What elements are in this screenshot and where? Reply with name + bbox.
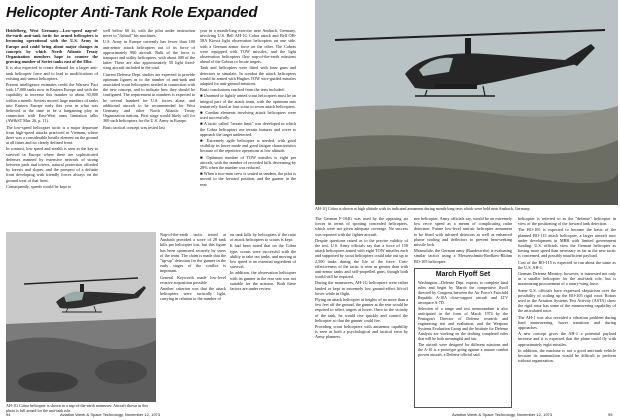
paragraph: Some U.S. officials have expressed skepticism over the possibility of scaling up the BO-105 rigid rotor. Rotors used in the Aviation Systems Test Activity (ASTA) show the rigid rotor has some of the maneuvering capability of the articulated rotor. [518, 287, 616, 314]
helicopter-photo-low-level [6, 232, 156, 402]
paragraph: ■ Combat elements involving attack helicopters were used successfully. [200, 110, 296, 121]
paragraph: A new concept gives the AH-1 a potential payload increase and it is expected that the plane could fly with approximately eight missiles. [518, 331, 616, 347]
paragraph: U.S. Army in Europe currently has fewer than 100 anti-armor attack helicopters out of its force of approximately 900 aircraft. Bulk of the force is transport and utility helicopters, with about 400 of the latter. There are also approximately 50 light fixed-wing aircraft included in the total. [103, 39, 195, 71]
right-column-2 [414, 216, 512, 266]
paragraph: Selection of a range and test memorandum is also anticipated in the form of March 1974 by the Pentagon's Director of Defense research and engineering test and evaluation, and the Weapons Systems Evaluation Group and the Institute for Defense Analysis are working on the drafting completed rules that will be both meaningful and fair. [418, 306, 508, 341]
paragraph: ■ When a two-man crew is seated in tandem, the pilot is moved to the forward position, and the gunner in the rear. [200, 171, 296, 187]
paragraph: Basic conclusions reached from the tests included: [200, 87, 285, 93]
paragraph: Despite questions raised as to the precise validity of the test, U.S. Army officials say that a force of 150 attack helicopters armed with eight TOW missiles each and supported by scout helicopters could take out up to 2,500 tanks during the life of the force. Cost-effectiveness of the tactic is seen as greater than with anti-armor tanks and self-propelled guns, though both would still be required. [315, 237, 408, 280]
page-gutter [303, 0, 312, 420]
paragraph: Nap-of-the-earth tactic tested at Ansbach provided a score of 28 tank kills per helicopter lost, but this figure has been sponsored securely by users of the team. The claim is made that the "tip-up" detection for the gunner in the early stages of the conflict is important. [160, 232, 226, 274]
right-column-1 [315, 216, 408, 408]
left-column-2 [103, 28, 195, 228]
lead-paragraph: Heidelberg, West Germany—Low-speed nap-of-the-earth anti-tank tactic for armed helicopters is becoming operational with the U.S. Army in Europe and could bring about major changes in concepts by which North Atlantic Treaty Organization members hope to counter the growing number of Soviet tanks east of the Elbe. [6, 28, 98, 65]
paragraph: year in a month-long exercise near Ansbach, Germany, involving U.S. Bell AH-1G Cobra attack and Bell OH-58A Kiowa light observation helicopters on one side, with a German armor force on the other. The Cobras were equipped with TOW missiles, and the light observation helicopters flew nap-of-the-earth missions ahead of the Cobras to locate targets. [200, 28, 296, 65]
right-page [312, 0, 620, 420]
left-column-4 [160, 232, 226, 402]
sidebar-box [414, 268, 512, 408]
paragraph: Washington—Defense Dept. expects to complete final rules and begin by March the competitive flyoff directed by Congress between the Air Force's Fairchild Republic A-10A close-support aircraft and LTV aerospace A-7D. [418, 280, 508, 305]
paragraph: helicopter is referred to as the "defense" helicopter in view of the positioning of the forward tank detection. [518, 216, 616, 227]
paragraph: During the maneuvers, AH-1G helicopters were rather landed or kept in extremely low ground-effect lift-off hover while in flight. [315, 280, 408, 296]
paragraph: Current Defense Dept. studies are expected to provide optimum figures as to the number of anti-tank and associated scout helicopters needed in connection with the new concept, and to indicate how they should be configured. The requirement in numbers is expected to be several hundred for U.S. forces alone, and additional aircraft to be recommended for West Germany and other North Atlantic Treaty Organization nations. First stage would likely call for 300 such helicopters for the U.S. Army in Europe. [103, 71, 195, 124]
paragraph: The AH-1 was also revealed a vibration problem during hard maneuvering, hover transition and during approaches. [518, 314, 616, 331]
paragraph: ■ Optimum number of TOW missiles is eight per aircraft, with the number of recorded kills decreasing by 28% when the number was reduced. [200, 154, 296, 171]
paragraph: Flying an attack helicopter at heights of no more than a few feet off the ground, the gunner at the rear would be required to select targets at hover. Once in the vicinity of the tank, he would rise quickly and control the helicopter so that the gunner could fire. [315, 297, 408, 323]
paragraph: The German F-104G was used by the opposing air forces in terms of spotting concealed helicopters, which were not given adequate coverage. No success was reported with the fighter aircraft. [315, 216, 408, 237]
paragraph: Consequently, speeds would be kept to [6, 183, 72, 189]
publication-line: Aviation Week & Space Technology, November 12, 1973 [60, 412, 160, 417]
paragraph: on tank kills by helicopters if the ratio of attack helicopters to scouts is kept. [230, 232, 296, 243]
publication-line: Aviation Week & Space Technology, November 12, 1973 [452, 412, 552, 417]
left-page [0, 0, 303, 420]
left-column-1 [6, 28, 98, 228]
paragraph: Present intelligence estimates credit the Warsaw Pact with 17,000 tanks now in Eastern Europe and with the capability to increase this number to about 30,000 within a month. Soviets moved large numbers of tanks into Eastern Europe early this year in what was believed at the time to be a bargaining ploy in connection with East-West arms limitation talks (AW&ST Mar. 26, p. 11). [6, 82, 98, 124]
paragraph: In addition, the observation helicopter with its gunner in the rear seat was not suitable for the mission. Both these factors are under review. [230, 270, 296, 292]
photo-caption: AH-1Q Cobra is shown at high altitude with its indicated armament during month-long tests which were held near Ansbach, Germany. [315, 206, 531, 211]
sidebar-body [418, 280, 508, 357]
paragraph: It had been noted that on the Cobra type, scouts were successful with the ability to take out tanks, and moving at low speed is an essential ingredient of survival. [230, 243, 296, 270]
right-column-3 [518, 216, 616, 408]
photo-caption: AH-1G Cobra helicopter is shown in a nap-of-the-earth maneuver. Aircraft shown in this photo is full armed for the anti-tank role. [6, 403, 149, 413]
article-headline: Helicopter Anti-Tank Role Expanded [6, 4, 258, 21]
paragraph: The aircraft were designed for different missions and the A-10 is a prototype going against a mature combat proven aircraft, a Defense official said. [418, 342, 508, 357]
paragraph: nee helicopter, Army officials say, would be an extremely low recce speed as a means of complicating radar detection. Future low-level anti-air helicopter armament to be fitted with infrared detectors as well as enhanced plume cooling and deflectors to prevent heat-seeking missile lock. [414, 216, 512, 248]
paragraph: ■ A tactic called "terrain limit" was developed in which the Cobra helicopters use terrain features and cover to approach the target undetected. [200, 121, 296, 137]
paragraph: ■ Extremely agile helicopter is needed, with good visibility in lower mode and good fatigue characteristics because of the repetitive operations at low altitude. [200, 138, 296, 154]
paragraph: well below 60 kt, with the pilot under instruction never to "fishtail" his machines. [103, 28, 195, 39]
paragraph: It is also expected to create demand for a larger anti-tank helicopter force and to lead to modifications of existing anti-armor helicopters. [6, 65, 98, 81]
page-number: 95 [608, 412, 613, 417]
paragraph: The low-speed helicopter tactic is a major departure from high-speed attacks practiced in Vietnam, where there was a considerable hostile element on the ground at all times and no clearly defined front. [6, 124, 98, 146]
paragraph: German Defense Ministry, however, is interested not only in a smaller helicopter for the anti-tank role, but is maximizing procurement of a rotary-wing force. [518, 271, 616, 287]
paragraph: ■ Unarmed or lightly armed scout helicopters must be an integral part of the attack team, with the optimum mix tentatively fixed at four scout to seven attack helicopters. [200, 93, 296, 109]
sidebar-title: March Flyoff Set [435, 271, 491, 278]
paragraph: Providing scout helicopters with antiarmor capability is seen as both a psychological and tactical error by Army planners. [315, 324, 408, 340]
paragraph: Basic tactical concept was tested last [103, 124, 165, 130]
paragraph: In contrast, low speed and stealth is seen as the key to survival in Europe where there are sophisticated defenses manned by extensive network of strong between pads and towers, natural protection afforded by forests and slopes, and the prospect of a definite front developing with friendly forces always on the ground west of that front. [6, 146, 98, 183]
paragraph: General Keyworth made low-level evasive acquisition possible. [160, 274, 226, 285]
page-number: 94 [6, 412, 11, 417]
helicopter-photo-high-altitude [315, 0, 618, 205]
paragraph: The BO-105 is expected to become the basis of the planned BO-115 attack helicopter, a larger aircraft now under development in MBB with limited government funding. U.S. officials view the German helicopter as having more speed than necessary as far as the new tactic is concerned, and possibly insufficient payload. [518, 227, 616, 259]
paragraph: Tank and helicopters were fitted with laser guns and detectors to simulate. In combat the attack helicopters would be armed with Hughes TOW wire-guided missiles adapted for anti-ground missions. [200, 65, 296, 87]
paragraph: Meanwhile, the German army (Bundeswehr) is evaluating similar tactics using a Messerschmitt-Boelkow-Blohm BO-105 helicopter. [414, 248, 512, 264]
paragraph: Another criterion was that the attack helicopters were tactically light, carrying in relation to the number of [160, 286, 226, 302]
left-column-3 [200, 28, 296, 228]
paragraph: Cost of the BO-115 is expected to run about the same as the U.S. AH-1. [518, 259, 616, 270]
left-column-5 [230, 232, 296, 402]
paragraph: In addition, the machine is not a good anti-tank vehicle because its ammunition would be difficult to perform without organization. [518, 347, 616, 364]
